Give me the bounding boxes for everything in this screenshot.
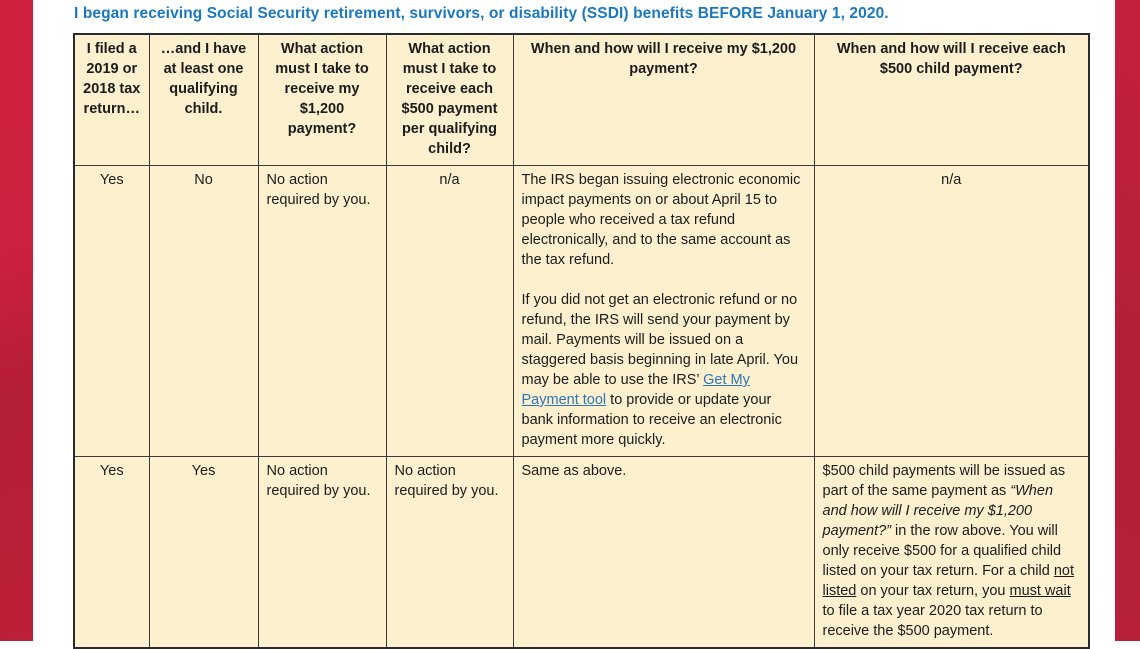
col-header-action-500: What action must I take to receive each $500 payment per qualifying child?: [386, 34, 513, 166]
row1-when-1200-cell: [513, 166, 814, 457]
row2-when-500-text-4: to file a tax year 2020 tax return to receive the $500 payment.: [822, 603, 1043, 639]
row2-qualifying-child-cell: Yes: [149, 457, 258, 649]
red-band-left: [0, 0, 33, 641]
col-header-action-1200: What action must I take to receive my $1,200 payment?: [258, 34, 386, 166]
row2-filed-return-cell: Yes: [74, 457, 149, 649]
page-title: I began receiving Social Security retirement, survivors, or disability (SSDI) benefits BEFORE January 1, 2020.: [74, 5, 889, 22]
red-band-right: [1115, 0, 1140, 641]
row1-when-1200-paragraph-2: [522, 290, 806, 450]
document-content: [73, 0, 1090, 649]
row1-when-1200-text-before-link: If you did not get an electronic refund or no refund, the IRS will send your payment by mail. Payments will be issued on a staggered basis beginning in late April. You may be able to use the IRS’: [521, 292, 799, 388]
row1-action-1200-cell: No action required by you.: [258, 166, 386, 457]
col-header-qualifying-child: …and I have at least one qualifying child.: [149, 34, 258, 166]
get-my-payment-link[interactable]: Get My Payment tool: [521, 372, 750, 408]
row1-filed-return-cell: Yes: [74, 166, 149, 457]
row1-when-1200-text-after-link: to provide or update your bank information to receive an electronic payment more quickly.: [521, 392, 782, 448]
col-header-when-500: When and how will I receive each $500 child payment?: [814, 34, 1089, 166]
row2-when-500-text-3: on your tax return, you: [856, 583, 1010, 599]
table-row: [74, 457, 1089, 649]
row2-when-1200-cell: Same as above.: [513, 457, 814, 649]
table-row: [74, 166, 1089, 457]
table-header-row: [74, 34, 1089, 166]
row2-when-500-text-2: in the row above. You will only receive $500 for a qualified child listed on your tax return. For a child: [822, 523, 1062, 579]
col-header-filed-return: I filed a 2019 or 2018 tax return…: [74, 34, 149, 166]
col-header-when-1200: When and how will I receive my $1,200 payment?: [513, 34, 814, 166]
row2-action-1200-cell: No action required by you.: [258, 457, 386, 649]
row2-when-500-underline-must-wait: must wait: [1009, 583, 1071, 599]
row1-action-500-cell: n/a: [386, 166, 513, 457]
row2-action-500-cell: No action required by you.: [386, 457, 513, 649]
row1-when-1200-paragraph-1: The IRS began issuing electronic economic impact payments on or about April 15 to people who received a tax refund electronically, and to the same account as the tax refund.: [521, 172, 801, 268]
row1-qualifying-child-cell: No: [149, 166, 258, 457]
row2-when-500-underline-not-listed: not listed: [822, 563, 1074, 599]
row1-when-500-cell: n/a: [814, 166, 1089, 457]
row2-when-500-text-1: $500 child payments will be issued as part of the same payment as: [822, 463, 1066, 499]
row2-when-500-cell: [814, 457, 1089, 649]
row2-when-500-italic-quote: “When and how will I receive my $1,200 payment?”: [822, 483, 1054, 539]
benefits-table: [73, 33, 1090, 649]
